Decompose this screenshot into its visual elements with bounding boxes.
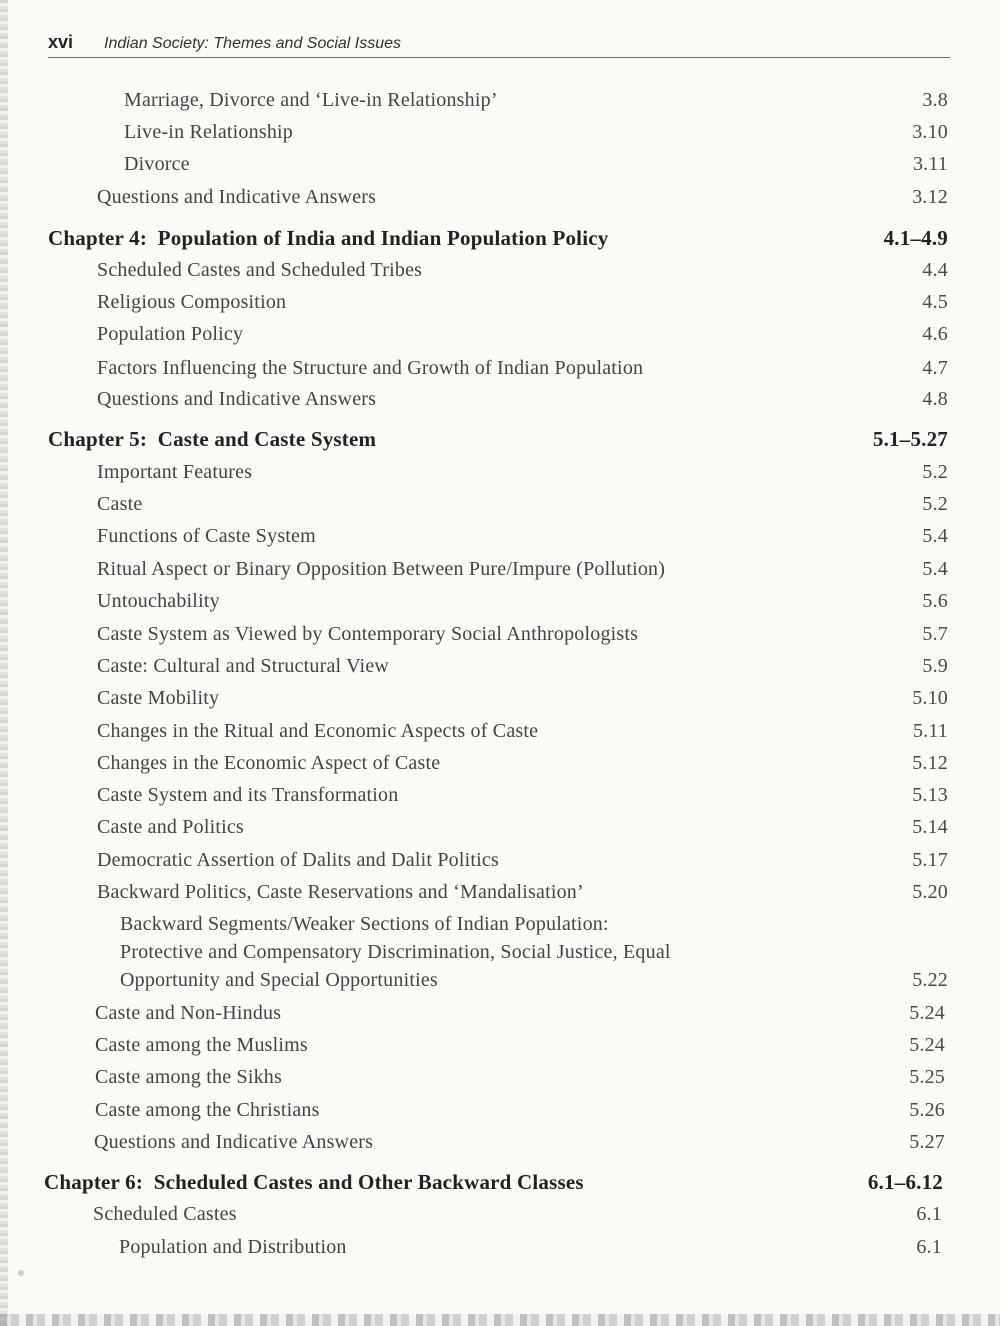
- toc-entry-title: Caste among the Muslims: [95, 1034, 308, 1056]
- toc-entry: [97, 781, 948, 809]
- toc-entry: [97, 288, 948, 316]
- toc-entry: [124, 150, 948, 178]
- chapter-heading: [48, 224, 948, 252]
- toc-entry-title: Scheduled Castes and Scheduled Tribes: [97, 259, 423, 281]
- toc-entry-line: Backward Segments/Weaker Sections of Indian Population:: [120, 913, 609, 935]
- chapter-page-range: 5.1–5.27: [872, 427, 948, 451]
- toc-entry: [97, 555, 948, 583]
- toc-entry-page: 3.12: [912, 186, 948, 208]
- toc-entry-title: Caste and Politics: [97, 816, 244, 838]
- toc-entry: [95, 999, 945, 1027]
- chapter-heading: [44, 1168, 943, 1196]
- toc-entry-title: Caste Mobility: [97, 687, 220, 709]
- toc-entry-page: 5.26: [909, 1099, 945, 1121]
- toc-entry-page: 5.4: [922, 558, 948, 580]
- toc-entry-page: 5.14: [912, 816, 948, 838]
- chapter-page-range: 4.1–4.9: [883, 226, 948, 250]
- toc-entry-page: 4.8: [922, 388, 948, 410]
- toc-entry-title: Religious Composition: [97, 291, 287, 313]
- toc-entry-page: 5.24: [909, 1002, 945, 1024]
- toc-entry-title: Democratic Assertion of Dalits and Dalit Politics: [97, 849, 499, 871]
- toc-entry-page: 5.13: [912, 784, 948, 806]
- toc-entry-title: Untouchability: [97, 590, 220, 612]
- toc-entry-title: Questions and Indicative Answers: [94, 1131, 374, 1153]
- toc-entry-page: 6.1: [916, 1236, 942, 1258]
- page-number: xvi: [48, 32, 74, 52]
- toc-entry-page: 4.5: [922, 291, 948, 313]
- toc-entry-title: Caste and Non-Hindus: [95, 1002, 282, 1024]
- chapter-title: Chapter 5: Caste and Caste System: [48, 427, 377, 451]
- toc-entry-title: Scheduled Castes: [93, 1203, 237, 1225]
- toc-entry-page: 5.17: [912, 849, 948, 871]
- toc-entry-page: 5.2: [922, 493, 948, 515]
- toc-entry: [119, 1233, 942, 1261]
- toc-entry-title: Changes in the Economic Aspect of Caste: [97, 752, 441, 774]
- toc-entry: [93, 1200, 942, 1228]
- toc-entry-title: Divorce: [124, 153, 190, 175]
- toc-entry-page: 5.6: [922, 590, 948, 612]
- toc-entry-page: 4.6: [922, 323, 948, 345]
- toc-entry-title: Marriage, Divorce and ‘Live-in Relationship’: [124, 89, 498, 111]
- page-bottom-edge: [0, 1314, 1000, 1326]
- toc-entry: [124, 86, 948, 114]
- toc-entry-title: Population Policy: [97, 323, 244, 345]
- toc-entry-page: 3.10: [912, 121, 948, 143]
- toc-entry-page: 5.22: [912, 969, 948, 991]
- toc-entry: [124, 118, 948, 146]
- toc-entry-page: 5.9: [922, 655, 948, 677]
- toc-entry-title: Functions of Caste System: [97, 525, 316, 547]
- toc-entry: [97, 620, 948, 648]
- toc-entry-page: 3.8: [922, 89, 948, 111]
- toc-entry: [97, 256, 948, 284]
- toc-entry-title: Caste System and its Transformation: [97, 784, 399, 806]
- toc-entry: [97, 183, 948, 211]
- toc-entry: [97, 354, 948, 382]
- toc-entry-title: Caste among the Christians: [95, 1099, 320, 1121]
- toc-entry-page: 3.11: [912, 153, 948, 175]
- toc-entry-multiline: [120, 910, 948, 994]
- running-header: [48, 30, 950, 58]
- paper-speck: [18, 1270, 24, 1276]
- toc-entry-line: Protective and Compensatory Discrimination, Social Justice, Equal: [120, 941, 671, 963]
- toc-entry-title: Caste among the Sikhs: [95, 1066, 282, 1088]
- toc-entry-title: Changes in the Ritual and Economic Aspects of Caste: [97, 720, 539, 742]
- toc-entry-title: Factors Influencing the Structure and Growth of Indian Population: [97, 357, 644, 379]
- chapter-title: Chapter 4: Population of India and Indian Population Policy: [48, 226, 609, 250]
- toc-entry: [97, 813, 948, 841]
- book-title: Indian Society: Themes and Social Issues: [104, 35, 402, 52]
- toc-entry-page: 4.4: [922, 259, 948, 281]
- toc-entry: [97, 458, 948, 486]
- toc-entry-title: Questions and Indicative Answers: [97, 388, 377, 410]
- toc-entry-page: 5.24: [909, 1034, 945, 1056]
- toc-entry: [97, 522, 948, 550]
- toc-entry: [97, 749, 948, 777]
- toc-entry: [97, 587, 948, 615]
- toc-entry-page: 6.1: [916, 1203, 942, 1225]
- toc-entry-title: Backward Politics, Caste Reservations and ‘Mandalisation’: [97, 881, 584, 903]
- toc-entry-page: 5.20: [912, 881, 948, 903]
- toc-entry-page: 5.10: [912, 687, 948, 709]
- toc-entry-title: Caste: Cultural and Structural View: [97, 655, 390, 677]
- toc-entry: [97, 684, 948, 712]
- toc-entry-page: 5.4: [922, 525, 948, 547]
- toc-entry-page: 5.7: [922, 623, 948, 645]
- toc-entry: [97, 878, 948, 906]
- chapter-page-range: 6.1–6.12: [867, 1170, 943, 1194]
- chapter-heading: [48, 425, 948, 453]
- toc-entry: [97, 385, 948, 413]
- toc-entry-title: Ritual Aspect or Binary Opposition Between Pure/Impure (Pollution): [97, 558, 666, 580]
- toc-entry-page: 5.12: [912, 752, 948, 774]
- toc-entry: [97, 320, 948, 348]
- toc-entry: [95, 1096, 945, 1124]
- toc-entry-title: Questions and Indicative Answers: [97, 186, 377, 208]
- toc-entry-page: 5.2: [922, 461, 948, 483]
- toc-entry: [97, 717, 948, 745]
- toc-entry: [95, 1031, 945, 1059]
- toc-entry-title: Caste: [97, 493, 143, 515]
- chapter-title: Chapter 6: Scheduled Castes and Other Backward Classes: [44, 1170, 584, 1194]
- toc-entry-title: Caste System as Viewed by Contemporary Social Anthropologists: [97, 623, 639, 645]
- toc-entry-page: 5.11: [912, 720, 948, 742]
- toc-entry: [95, 1063, 945, 1091]
- toc-entry: [94, 1128, 945, 1156]
- toc-entry-title: Live-in Relationship: [124, 121, 293, 143]
- toc-entry: [97, 846, 948, 874]
- toc-entry-title: Important Features: [97, 461, 253, 483]
- toc-entry-page: 4.7: [922, 357, 948, 379]
- toc-entry-title: Population and Distribution: [119, 1236, 347, 1258]
- toc-entry-line: Opportunity and Special Opportunities: [120, 969, 438, 991]
- toc-entry: [97, 490, 948, 518]
- toc-entry-page: 5.25: [909, 1066, 945, 1088]
- toc-entry: [97, 652, 948, 680]
- page-binding-edge: [0, 0, 8, 1326]
- toc-entry-page: 5.27: [909, 1131, 945, 1153]
